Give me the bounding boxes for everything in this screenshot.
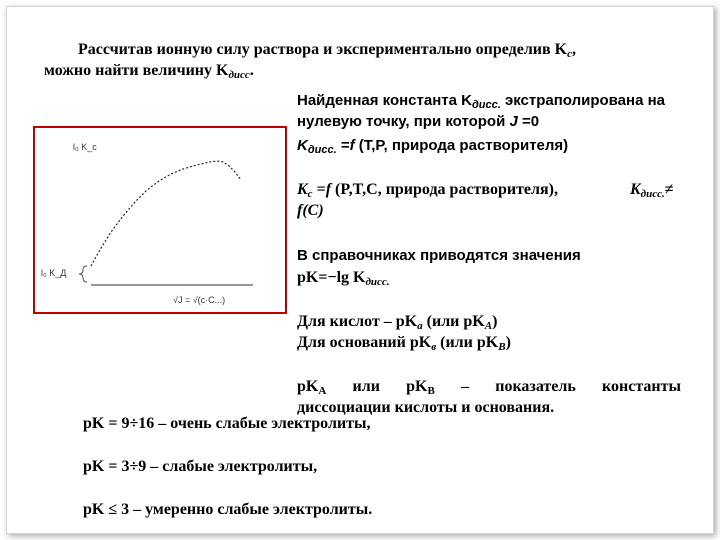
ref-line-1 — [297, 246, 581, 266]
ind-w2: константы — [602, 378, 681, 395]
acid-sub-A: A — [484, 320, 493, 332]
base-paren: ) — [505, 334, 511, 351]
kc-text: (P,T,C, природа растворителя), — [331, 181, 558, 198]
found-text-d: =0 — [517, 113, 540, 130]
range-3-text: pK ≤ 3 – умеренно слабые электролиты. — [83, 501, 373, 518]
pKB-sub: B — [427, 385, 435, 397]
x-label: √J = √(c·C...) — [173, 295, 226, 305]
ind-or: или — [352, 378, 380, 395]
kc-line-1-right — [630, 180, 674, 204]
kc-line-2 — [297, 201, 324, 221]
y-label-bottom: l₀ K_Д — [41, 268, 67, 278]
found-line-2 — [297, 112, 539, 132]
ind-text: диссоциации кислоты и основания. — [297, 399, 555, 416]
acid-text-b: (или pK — [422, 313, 485, 330]
found-sub: дисс. — [471, 99, 501, 111]
acid-paren: ) — [492, 313, 498, 330]
brace — [79, 266, 87, 282]
kc-sub: c — [307, 188, 313, 200]
ref-sub: дисс. — [365, 276, 390, 288]
pKB-text: pK — [406, 378, 428, 395]
intro-line-2 — [44, 61, 254, 85]
found-sub-2: дисс. — [307, 144, 337, 156]
ref-text: В справочниках приводятся значения — [297, 247, 581, 264]
base-sub-B: B — [498, 341, 506, 353]
base-text-b: (или pK — [436, 334, 499, 351]
ref-line-2 — [297, 268, 390, 292]
found-text-c: нулевую точку, при которой — [297, 113, 510, 130]
ref-formula: pK=−lg K — [297, 269, 366, 286]
intro-dot: . — [249, 62, 254, 79]
extrapolation-graph — [33, 126, 287, 314]
kc-f: f — [325, 181, 332, 198]
pKA-sub: A — [318, 385, 327, 397]
found-K: K — [297, 137, 308, 154]
intro-sub: c — [567, 48, 572, 60]
kc-sub2: дисс. — [640, 188, 665, 200]
range-2 — [83, 457, 317, 477]
kc-eq: = — [312, 181, 326, 198]
found-J: J — [509, 113, 518, 130]
ind-dash: – — [461, 378, 470, 395]
range-3 — [83, 500, 372, 520]
found-f: f — [349, 137, 355, 154]
acid-sub-a: a — [417, 320, 423, 332]
intro-comma: , — [572, 41, 576, 58]
range-2-text: pK = 3÷9 – слабые электролиты, — [83, 458, 318, 475]
kc-fC: f(C) — [297, 202, 324, 219]
base-text-a: Для оснований pK — [297, 334, 432, 351]
acid-text-a: Для кислот – pK — [297, 313, 418, 330]
y-label-top: l₀ K_c — [73, 142, 97, 152]
range-1 — [83, 414, 371, 434]
graph-svg — [35, 128, 285, 312]
extrapolation-curve — [91, 161, 241, 266]
found-eq: = — [336, 137, 350, 154]
range-1-text: pK = 9÷16 – очень слабые электролиты, — [83, 415, 371, 432]
pKA-text: pK — [297, 378, 319, 395]
found-line-3 — [297, 136, 568, 160]
ind-w1: показатель — [495, 378, 576, 395]
kc-K2: K — [630, 181, 641, 198]
found-text-e: (T,P, природа растворителя) — [354, 137, 569, 154]
found-text-a: Найденная константа K — [297, 92, 472, 109]
found-text-b: экстраполирована на — [500, 92, 665, 109]
acid-line-2 — [297, 333, 511, 357]
base-sub-v: в — [431, 341, 437, 353]
kc-neq: ≠ — [664, 181, 674, 198]
kc-line-1 — [297, 180, 558, 204]
kc-K: K — [297, 181, 308, 198]
intro-text-2: можно найти величину K — [44, 62, 229, 79]
intro-sub-2: дисс — [228, 69, 250, 81]
intro-text: Рассчитав ионную силу раствора и экспериментально определив K — [78, 41, 568, 58]
